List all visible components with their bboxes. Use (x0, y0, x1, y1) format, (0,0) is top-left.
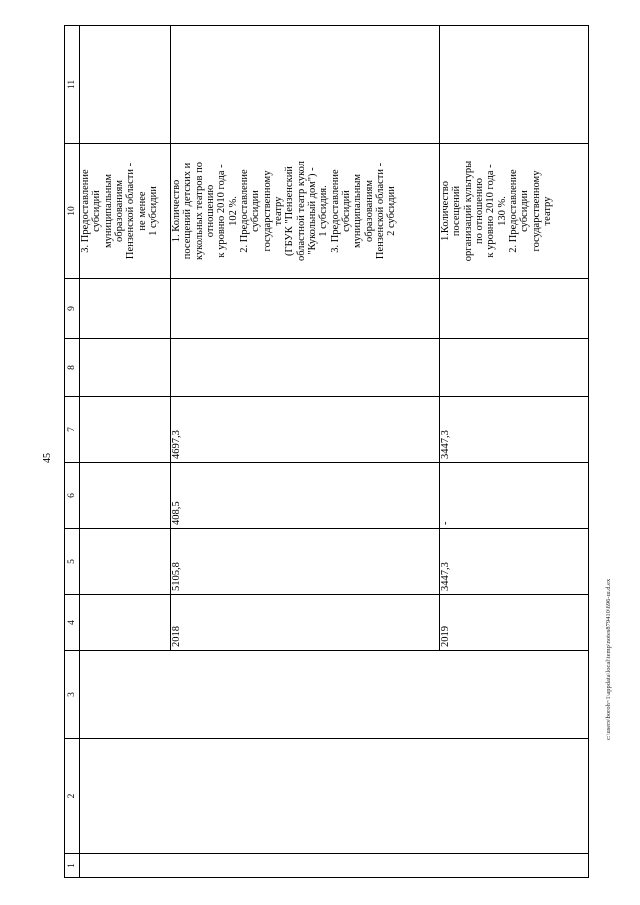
column-header: 4 (65, 595, 80, 651)
table-cell (440, 26, 589, 144)
rotated-table-container (64, 26, 584, 878)
total-amount-cell: 3447,3 (440, 529, 589, 595)
amount-cell: 408,5 (171, 463, 440, 529)
column-header: 9 (65, 279, 80, 339)
column-header: 2 (65, 739, 80, 854)
total-amount-cell: 5105,8 (171, 529, 440, 595)
table-cell (80, 651, 589, 739)
column-header: 7 (65, 397, 80, 463)
column-header: 11 (65, 26, 80, 144)
column-header: 5 (65, 529, 80, 595)
column-header: 1 (65, 854, 80, 878)
table-cell (171, 26, 440, 144)
amount-cell (80, 339, 171, 397)
indicator-text-cell: 1.Количество посещений организаций культуры по отношению к уровню 2010 года - 130 %. 2. Предоставление субсидии государственному театру (440, 144, 589, 279)
indicator-text-cell: 3. Предоставление субсидий муниципальным образованиям Пензенской области - не менее 1 субсидии (80, 144, 171, 279)
amount-cell (171, 279, 440, 339)
year-cell (80, 595, 171, 651)
column-header: 3 (65, 651, 80, 739)
column-number-row (65, 26, 80, 878)
table-cell (80, 739, 589, 854)
year-cell: 2019 (440, 595, 589, 651)
table-row (80, 26, 171, 878)
table-cell (80, 26, 171, 144)
amount-cell: - (440, 463, 589, 529)
footer-file-path: c:\users\boroh~1\appdata\local\temp\notes879410\696-ш.d.ex (605, 578, 612, 740)
column-header: 6 (65, 463, 80, 529)
amount-cell: 3447,3 (440, 397, 589, 463)
amount-cell (440, 279, 589, 339)
table-cell (80, 854, 589, 878)
amount-cell (171, 339, 440, 397)
amount-cell (440, 339, 589, 397)
year-cell: 2018 (171, 595, 440, 651)
column-header: 10 (65, 144, 80, 279)
amount-cell (80, 397, 171, 463)
program-table (64, 25, 589, 878)
amount-cell (80, 463, 171, 529)
page-number: 45 (42, 453, 53, 463)
total-amount-cell (80, 529, 171, 595)
indicator-text-cell: 1. Количество посещений детских и кукольных театров по отношению к уровню 2010 года - 102 %. 2. Предоставление субсидии государственному театру (ГБУК "Пензенский областной театр кукол "Кукольный дом") - 1 субсидия. 3. Предоставление субсидий муниципальным образованиям Пензенской области - 2 субсидии (171, 144, 440, 279)
amount-cell (80, 279, 171, 339)
column-header: 8 (65, 339, 80, 397)
amount-cell: 4697,3 (171, 397, 440, 463)
table-area (64, 26, 584, 878)
